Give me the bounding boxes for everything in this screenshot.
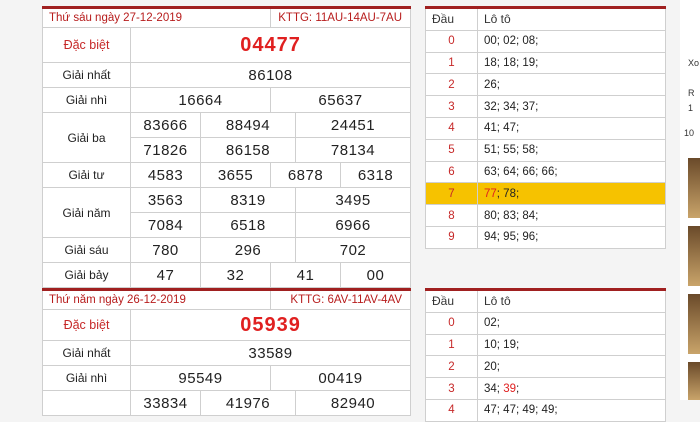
loto-head: 2 [426,74,478,96]
loto-values: 18; 18; 19; [478,52,666,74]
loto-header [426,290,666,313]
loto-head: 0 [426,30,478,52]
prize-number: 00419 [271,366,411,391]
draw-date: Thứ năm ngày 26-12-2019 [43,290,271,310]
prize-number: 86108 [131,63,411,88]
loto-head: 3 [426,96,478,118]
loto-values: 51; 55; 58; [478,139,666,161]
prize-row-g3 [43,391,411,416]
prize-label-g1: Giải nhất [43,341,131,366]
loto-values: 10; 19; [478,334,666,356]
prize-number: 32 [201,263,271,288]
prize-label-g1: Giải nhất [43,63,131,88]
loto-values: 47; 47; 49; 49; [478,399,666,421]
loto-head: 9 [426,226,478,248]
special-prize-number: 04477 [131,28,411,63]
prize-number: 33589 [131,341,411,366]
prize-row-g5 [43,188,411,213]
loto-row [426,356,666,378]
loto-row [426,96,666,118]
loto-row [426,139,666,161]
prize-number: 6966 [296,213,411,238]
loto-table-1 [425,6,666,249]
prize-number: 3563 [131,188,201,213]
result-header-1 [43,8,411,28]
prize-row-g3 [43,113,411,138]
sidebar-stub: Xo [688,58,700,68]
prize-number: 3655 [201,163,271,188]
loto-head: 2 [426,356,478,378]
prize-label-g7: Giải bảy [43,263,131,288]
loto-card-2 [425,288,665,417]
prize-number: 82940 [296,391,411,416]
prize-number: 41 [271,263,341,288]
loto-head: 1 [426,334,478,356]
sidebar-thumbnail[interactable] [688,294,700,354]
loto-row [426,30,666,52]
prize-number: 33834 [131,391,201,416]
loto-head: 1 [426,52,478,74]
loto-head: 4 [426,117,478,139]
prize-number: 78134 [296,138,411,163]
special-loto-value: 77 [484,187,497,200]
loto-values: 00; 02; 08; [478,30,666,52]
kttg-code: KTTG: 6AV-11AV-4AV [271,290,411,310]
prize-label-db: Đặc biệt [43,28,131,63]
loto-values-start: 34; [484,382,504,395]
prize-row-g1 [43,63,411,88]
loto-head: 4 [426,399,478,421]
prize-label-g5: Giải năm [43,188,131,238]
loto-row [426,312,666,334]
prize-label-g3 [43,391,131,416]
prize-number: 6878 [271,163,341,188]
prize-label-g2: Giải nhì [43,88,131,113]
loto-row [426,74,666,96]
loto-card-1 [425,6,665,249]
loto-head: 0 [426,312,478,334]
prize-number: 00 [341,263,411,288]
prize-row-g6 [43,238,411,263]
loto-values: 63; 64; 66; 66; [478,161,666,183]
loto-values-rest: ; 78; [496,187,520,200]
prize-number: 8319 [201,188,296,213]
sidebar-stub: 1 [688,103,694,113]
loto-row-highlighted [426,183,666,205]
loto-values: 94; 95; 96; [478,226,666,248]
loto-row [426,205,666,227]
prize-label-db: Đặc biệt [43,310,131,341]
prize-label-g2: Giải nhì [43,366,131,391]
loto-values: 80; 83; 84; [478,205,666,227]
sidebar-thumbnail[interactable] [688,158,700,218]
loto-row [426,334,666,356]
prize-number: 86158 [201,138,296,163]
loto-row [426,117,666,139]
loto-head-col: Đầu [426,290,478,313]
loto-row [426,226,666,248]
prize-number: 296 [201,238,296,263]
prize-number: 71826 [131,138,201,163]
prize-number: 6518 [201,213,296,238]
loto-header [426,8,666,31]
prize-number: 3495 [296,188,411,213]
prize-number: 41976 [201,391,296,416]
prize-number: 24451 [296,113,411,138]
prize-row-db [43,28,411,63]
loto-head: 3 [426,378,478,400]
prize-number: 88494 [201,113,296,138]
loto-head: 6 [426,161,478,183]
prize-number: 83666 [131,113,201,138]
special-loto-value: 39 [503,382,516,395]
prize-label-g4: Giải tư [43,163,131,188]
result-table-1 [42,6,411,288]
loto-row [426,161,666,183]
loto-values-rest: ; [515,382,520,395]
prize-number: 6318 [341,163,411,188]
prize-number: 16664 [131,88,271,113]
prize-label-g3: Giải ba [43,113,131,163]
special-prize-number: 05939 [131,310,411,341]
loto-values: 32; 34; 37; [478,96,666,118]
prize-row-g7 [43,263,411,288]
loto-table-2 [425,288,666,422]
loto-values: 02; [478,312,666,334]
prize-number: 780 [131,238,201,263]
loto-values: 41; 47; [478,117,666,139]
prize-row-db [43,310,411,341]
loto-value-col: Lô tô [478,290,666,313]
loto-row [426,399,666,421]
prize-number: 95549 [131,366,271,391]
loto-head: 7 [426,183,478,205]
draw-date: Thứ sáu ngày 27-12-2019 [43,8,271,28]
sidebar-stub: 10 [684,128,695,138]
loto-values [478,378,666,400]
result-card-2 [42,288,410,412]
sidebar-thumbnail[interactable] [688,226,700,286]
loto-values: 20; [478,356,666,378]
loto-row [426,378,666,400]
loto-head-col: Đầu [426,8,478,31]
sidebar-thumbnail[interactable] [688,362,700,400]
prize-row-g2 [43,366,411,391]
prize-label-g6: Giải sáu [43,238,131,263]
prize-number: 47 [131,263,201,288]
prize-number: 65637 [271,88,411,113]
loto-values: 26; [478,74,666,96]
result-header-2 [43,290,411,310]
prize-row-g1 [43,341,411,366]
loto-value-col: Lô tô [478,8,666,31]
loto-head: 8 [426,205,478,227]
loto-values [478,183,666,205]
result-table-2 [42,288,411,416]
loto-head: 5 [426,139,478,161]
prize-row-g4 [43,163,411,188]
prize-number: 702 [296,238,411,263]
kttg-code: KTTG: 11AU-14AU-7AU [271,8,411,28]
loto-row [426,52,666,74]
result-card-1 [42,6,410,288]
sidebar-stub: R [688,88,695,98]
prize-number: 4583 [131,163,201,188]
prize-number: 7084 [131,213,201,238]
prize-row-g2 [43,88,411,113]
